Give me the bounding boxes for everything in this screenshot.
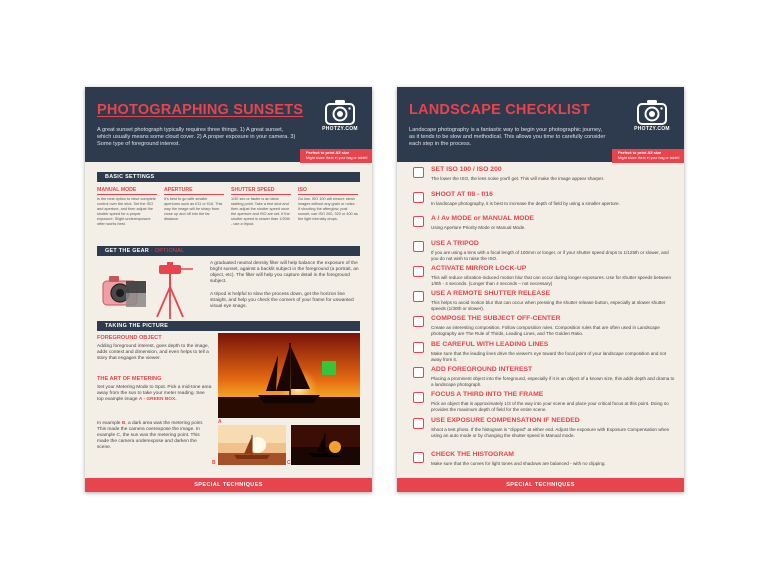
item-desc: Make sure that the leading lines drive the viewer's eye toward the focal point of your landscape composition and not away from it. — [431, 351, 667, 362]
gear-tripod-text: A tripod is helpful to slow the process down, get the horizon line straight, and help you check the corners of your frame for unwanted visual eye snags. — [210, 292, 354, 309]
item-desc: If you are using a lens with a focal length of 100mm or longer, or if your shutter speed drops to 1/125th or slower, and you do not wish to raise the ISO. — [431, 250, 669, 261]
item-title: FOCUS A THIRD INTO THE FRAME — [431, 391, 544, 398]
item-desc: Shoot a test photo. If the histogram is "clipped" at either end. Adjust the exposure with Exposure Compensation when using an auto mode or by changing the shutter speed in Manual mode. — [431, 427, 670, 438]
checklist-item[interactable] — [413, 215, 675, 243]
item-title: USE A TRIPOD — [431, 240, 479, 247]
checkbox[interactable] — [413, 367, 424, 378]
item-title: USE A REMOTE SHUTTER RELEASE — [431, 290, 551, 297]
section-get-the-gear — [97, 246, 360, 256]
item-title: SHOOT AT f/8 - f/16 — [431, 191, 493, 198]
item-desc: This helps to avoid motion blur that can occur when pressing the shutter release button, especially at slower shutter speeds (1/30th or slower). — [431, 300, 666, 311]
checklist-item[interactable] — [413, 451, 675, 479]
metering-heading: THE ART OF METERING — [97, 376, 162, 382]
basic-column-2 — [164, 187, 224, 222]
promo-line1: Perfect to print A5 size — [306, 150, 350, 155]
photzy-logo — [630, 99, 674, 149]
foreground-object-heading: FOREGROUND OBJECT — [97, 335, 162, 341]
checklist-item[interactable] — [413, 366, 675, 394]
item-desc: Placing a prominent object into the foreground, especially if it is an object of a known size, this adds depth and drama to a landscape photograph. — [431, 376, 675, 387]
section-taking-label: TAKING THE PICTURE — [105, 323, 169, 329]
item-title: ACTIVATE MIRROR LOCK-UP — [431, 265, 527, 272]
gear-filter-text: A graduated neutral density filter will help balance the exposure of the bright sunset, against a backlit subject in the foreground (a portrait, an object, etc). The filter will help you capture detail in the foreground subject. — [210, 261, 359, 284]
section-taking-the-picture — [97, 321, 360, 331]
column-title: MANUAL MODE — [97, 187, 157, 195]
print-promo — [612, 149, 684, 163]
item-title: ADD FOREGROUND INTEREST — [431, 366, 533, 373]
sheet-footer: SPECIAL TECHNIQUES — [85, 478, 372, 492]
checklist-item[interactable] — [413, 290, 675, 318]
print-promo — [300, 149, 372, 163]
image-label-b: B — [212, 460, 216, 466]
section-gear-optional: - OPTIONAL — [149, 248, 185, 254]
overexposed-photo-b — [218, 425, 286, 465]
landscape-checklist-sheet — [397, 87, 684, 492]
sunset-sailboat-photo-a — [218, 333, 360, 418]
camera-icon — [637, 99, 667, 125]
camera-filter-tripod-illustration — [99, 259, 199, 321]
item-title: BE CAREFUL WITH LEADING LINES — [431, 341, 549, 348]
basic-column-4 — [298, 187, 358, 222]
checkbox[interactable] — [413, 418, 424, 429]
column-text: Is the best option to have complete control over the shot. Set the ISO and aperture, and then adjust the shutter speed for a proper exposure. Slight underexposure often works best. — [97, 197, 156, 226]
column-title: ISO — [298, 187, 358, 195]
logo-text: PHOTZY.COM — [322, 126, 358, 132]
item-title: COMPOSE THE SUBJECT OFF-CENTER — [431, 315, 561, 322]
item-desc: The lower the ISO, the less noise you'll get. This will make the image appear sharper. — [431, 176, 605, 181]
checklist-item[interactable] — [413, 315, 675, 343]
sheet-intro: A great sunset photograph typically requires three things. 1) A great sunset, which usually means some cloud cover. 2) A proper exposure in your camera. 3) Some type of foreground interest. — [97, 127, 296, 148]
checklist-item[interactable] — [413, 166, 675, 194]
example-text — [97, 421, 212, 451]
checkbox[interactable] — [413, 342, 424, 353]
checklist-item[interactable] — [413, 240, 675, 268]
promo-line2: Might share them in your bag or tablet! — [618, 155, 680, 160]
item-desc: Using Aperture Priority Mode or Manual Mode. — [431, 225, 526, 230]
basic-column-3 — [231, 187, 291, 227]
checkbox[interactable] — [413, 392, 424, 403]
checkbox[interactable] — [413, 241, 424, 252]
item-title: SET ISO 100 / ISO 200 — [431, 166, 502, 173]
checkbox[interactable] — [413, 452, 424, 463]
item-title: USE EXPOSURE COMPENSATION IF NEEDED — [431, 417, 580, 424]
column-text: It's best to go with smaller apertures such as f/11 or f/16. This way the image will be sharp from close up and off into the far distance. — [164, 197, 223, 221]
column-text: Go low. ISO 100 will ensure clean images without any grain or noise. If shooting the afterglow, post sunset, use ISO 200, 320 or 400 as the light intensity drops. — [298, 197, 358, 221]
camera-icon — [325, 99, 355, 125]
item-desc: In landscape photography, it is best to increase the depth of field by using a smaller aperture. — [431, 201, 620, 206]
section-gear-label: GET THE GEAR — [105, 248, 150, 254]
metering-body: Set your Metering Mode to Spot. Pick a mid-tone area away from the sun to take your meter reading. See top example image — [97, 385, 212, 402]
checklist-item[interactable] — [413, 341, 675, 369]
item-title: CHECK THE HISTOGRAM — [431, 451, 514, 458]
metering-text — [97, 385, 212, 403]
promo-line1: Perfect to print A5 size — [618, 150, 662, 155]
item-desc: Make sure that the curves for light tones and shadows are balanced - with no clipping. — [431, 461, 606, 466]
promo-line2: Might share them in your bag or tablet! — [306, 155, 368, 160]
sheet-footer: SPECIAL TECHNIQUES — [397, 478, 684, 492]
sheet-title: PHOTOGRAPHING SUNSETS — [97, 102, 304, 118]
foreground-object-text: Adding foreground interest, goes depth to the image, adds context and dimension, and even helps to tell a story that engages the viewer. — [97, 344, 210, 361]
logo-text: PHOTZY.COM — [634, 126, 670, 132]
checklist-item[interactable] — [413, 265, 675, 293]
item-title: A / Av MODE or MANUAL MODE — [431, 215, 534, 222]
example-b-ref: B — [121, 421, 126, 426]
column-text: 1/30 sec or faster is an ideal starting point. Take a test shot and then adjust the shutter speed once the aperture and ISO are set. If the shutter speed is slower than 1/30th - use a tripod. — [231, 197, 290, 226]
checklist-item[interactable] — [413, 391, 675, 419]
underexposed-photo-c — [291, 425, 360, 465]
item-desc: Create an interesting composition. Follow composition rules. Composition rules that are often used in Landscape photography are The Rule of Thirds, Leading Lines, and The Golden Ratio. — [431, 325, 660, 336]
section-basic-label: BASIC SETTINGS — [105, 174, 155, 180]
checkbox[interactable] — [413, 216, 424, 227]
checkbox[interactable] — [413, 167, 424, 178]
image-label-c: C — [287, 460, 291, 466]
sheet-intro: Landscape photography is a fantastic way to begin your photographic journey, as it tends to be slow and methodical. This allows you time to carefully consider each step in the process. — [409, 127, 606, 148]
item-desc: Pick an object that is approximately 1/3 of the way into your scene and place your critical focus at this point. Doing so provides the maximum depth of field for the entire scene. — [431, 401, 669, 412]
image-label-a: A — [218, 419, 222, 425]
checklist-item[interactable] — [413, 417, 675, 445]
photzy-logo — [318, 99, 362, 149]
checkbox[interactable] — [413, 316, 424, 327]
example-body2: , the sun was the metering point. This made the camera underexpose and darken the scene. — [97, 433, 200, 450]
item-desc: This will reduce vibration-induced motion blur that can occur during longer exposures. Use for shutter speeds between 1/8th - 4 seconds. (Longer than 4 seconds – not necessary) — [431, 275, 672, 286]
sheet-title: LANDSCAPE CHECKLIST — [409, 102, 591, 118]
checkbox[interactable] — [413, 192, 424, 203]
sunsets-sheet — [85, 87, 372, 492]
example-body: , a dark area was the metering point. This made the camera overexpose the image. In example — [97, 421, 204, 438]
checkbox[interactable] — [413, 266, 424, 277]
checkbox[interactable] — [413, 291, 424, 302]
example-pre: In example — [97, 421, 121, 426]
column-title: APERTURE — [164, 187, 224, 195]
section-basic-settings — [97, 172, 360, 182]
metering-ref: A - GREEN BOX. — [138, 397, 177, 402]
column-title: SHUTTER SPEED — [231, 187, 291, 195]
basic-column-1 — [97, 187, 157, 227]
example-c-ref: C — [116, 433, 120, 438]
